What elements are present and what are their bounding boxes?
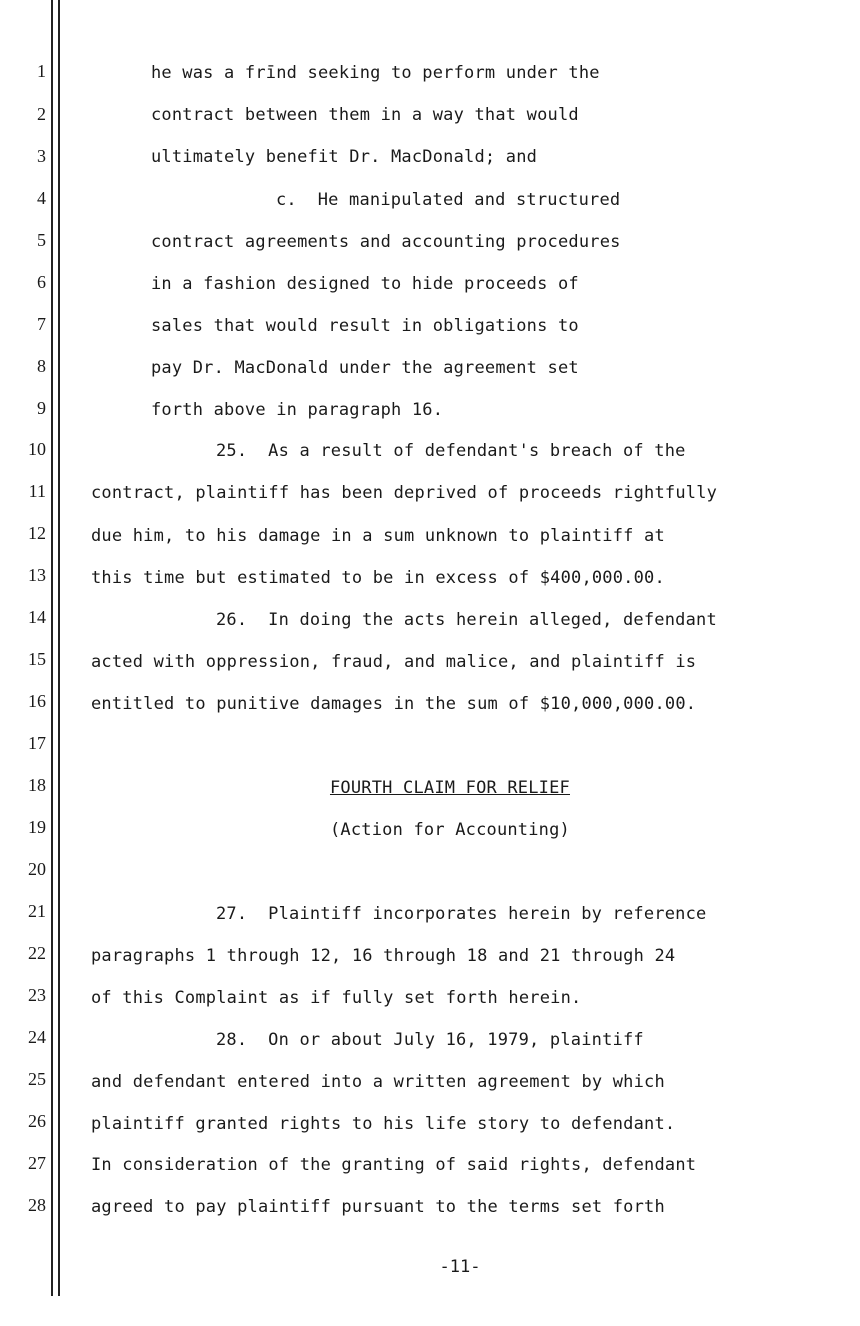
line-number: 17 <box>28 733 46 753</box>
line-number: 22 <box>28 943 46 963</box>
section-heading: FOURTH CLAIM FOR RELIEF <box>329 778 570 798</box>
line-number: 11 <box>28 481 46 501</box>
paragraph-28: 28. On or about July 16, 1979, plaintiff <box>216 1030 644 1050</box>
paragraph-26: 26. In doing the acts herein alleged, defendant <box>216 610 717 630</box>
line-number: 8 <box>37 356 46 376</box>
line-number: 9 <box>37 398 46 418</box>
left-margin-rule-inner <box>58 0 60 1296</box>
body-line: forth above in paragraph 16. <box>151 400 444 420</box>
page-number: -11- <box>439 1257 481 1277</box>
line-number: 23 <box>28 985 46 1005</box>
line-number: 10 <box>28 439 46 459</box>
body-line: ultimately benefit Dr. MacDonald; and <box>151 147 538 167</box>
body-line: paragraphs 1 through 12, 16 through 18 and 21 through 24 <box>91 946 676 966</box>
line-number: 28 <box>28 1195 46 1215</box>
line-number: 27 <box>28 1153 46 1173</box>
body-line: contract, plaintiff has been deprived of proceeds rightfully <box>91 483 718 503</box>
line-number: 14 <box>28 607 46 627</box>
line-number: 5 <box>37 230 46 250</box>
line-number: 12 <box>28 523 46 543</box>
body-line: and defendant entered into a written agreement by which <box>91 1072 665 1092</box>
line-number: 7 <box>37 314 46 334</box>
body-line: contract between them in a way that would <box>151 105 579 125</box>
body-line: due him, to his damage in a sum unknown to plaintiff at <box>91 526 665 546</box>
body-line: sales that would result in obligations to <box>151 316 579 336</box>
paragraph-25: 25. As a result of defendant's breach of the <box>216 441 686 461</box>
line-number: 2 <box>37 104 46 124</box>
line-number: 3 <box>37 146 46 166</box>
paragraph-27: 27. Plaintiff incorporates herein by reference <box>216 904 707 924</box>
line-number: 21 <box>28 901 46 921</box>
body-line: he was a frīnd seeking to perform under the <box>151 63 600 83</box>
line-number: 1 <box>37 61 46 81</box>
line-number: 18 <box>28 775 46 795</box>
line-number: 13 <box>28 565 46 585</box>
left-margin-rule <box>51 0 53 1296</box>
body-line: entitled to punitive damages in the sum of $10,000,000.00. <box>91 694 697 714</box>
section-subheading: (Action for Accounting) <box>329 820 570 840</box>
line-number: 15 <box>28 649 46 669</box>
line-number: 6 <box>37 272 46 292</box>
body-line: this time but estimated to be in excess of $400,000.00. <box>91 568 665 588</box>
body-line: c. He manipulated and structured <box>276 190 621 210</box>
line-number: 26 <box>28 1111 46 1131</box>
line-number: 24 <box>28 1027 46 1047</box>
line-number: 4 <box>37 188 46 208</box>
line-number: 25 <box>28 1069 46 1089</box>
body-line: in a fashion designed to hide proceeds of <box>151 274 579 294</box>
line-number: 20 <box>28 859 46 879</box>
body-line: agreed to pay plaintiff pursuant to the terms set forth <box>91 1197 665 1217</box>
line-number: 19 <box>28 817 46 837</box>
body-line: of this Complaint as if fully set forth herein. <box>91 988 582 1008</box>
body-line: pay Dr. MacDonald under the agreement set <box>151 358 579 378</box>
body-line: plaintiff granted rights to his life story to defendant. <box>91 1114 676 1134</box>
body-line: contract agreements and accounting procedures <box>151 232 621 252</box>
body-line: In consideration of the granting of said rights, defendant <box>91 1155 697 1175</box>
body-line: acted with oppression, fraud, and malice, and plaintiff is <box>91 652 697 672</box>
line-number: 16 <box>28 691 46 711</box>
